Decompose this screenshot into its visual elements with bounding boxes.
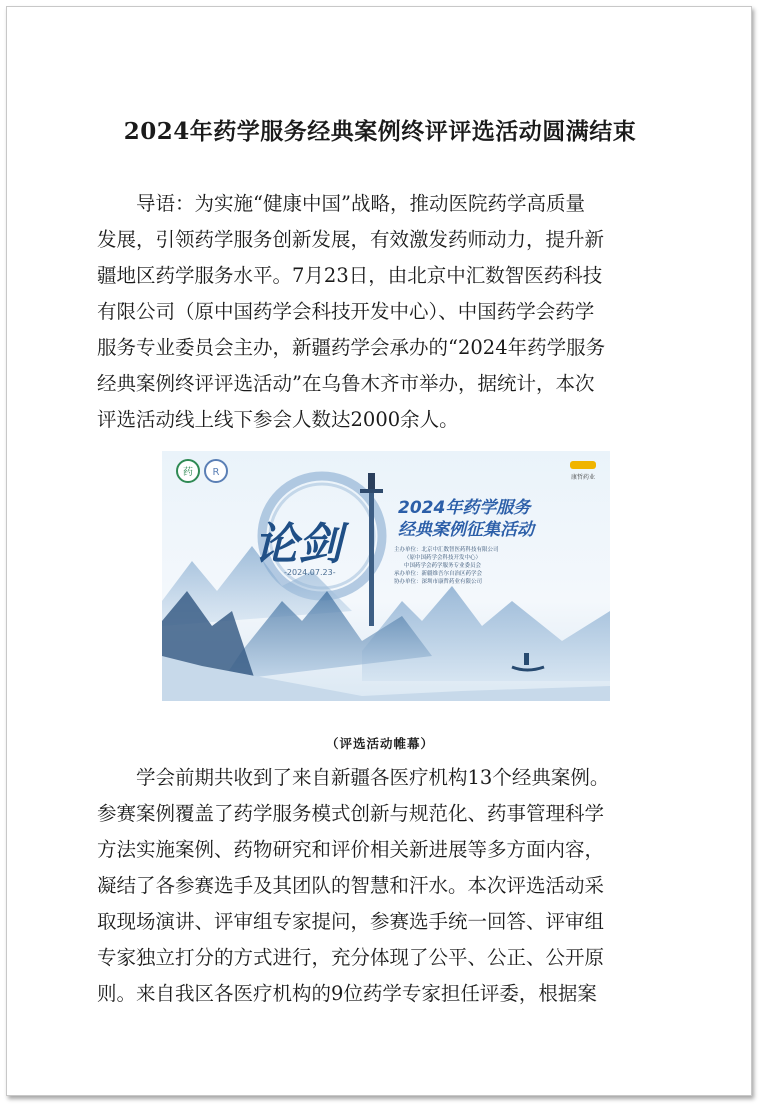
banner-sponsor-line: 主办单位：北京中汇数智医药科技有限公司 — [394, 547, 499, 553]
body-line: 取现场演讲、评审组专家提问，参赛选手统一回答、评审组 — [97, 910, 605, 933]
intro-line: 经典案例终评评选活动”在乌鲁木齐市举办，据统计，本次 — [97, 372, 595, 395]
intro-line: 服务专业委员会主办，新疆药学会承办的“2024年药学服务 — [97, 336, 606, 359]
banner-calligraphy: 论剑 — [254, 519, 342, 570]
banner-headline-line1: 2024年药学服务 — [398, 498, 531, 518]
svg-text:药: 药 — [183, 467, 193, 478]
banner-date: -2024.07.23- — [284, 568, 336, 577]
intro-line: 有限公司（原中国药学会科技开发中心）、中国药学会药学 — [97, 300, 595, 323]
banner-sponsor-line: 中国药学会药学服务专业委员会 — [404, 563, 482, 569]
image-caption: （评选活动帷幕） — [325, 736, 434, 751]
body-line: 学会前期共收到了来自新疆各医疗机构13个经典案例。 — [136, 766, 610, 789]
body-line: 则。来自我区各医疗机构的9位药学专家担任评委，根据案 — [97, 982, 597, 1005]
intro-line: 评选活动线上线下参会人数达2000余人。 — [97, 408, 459, 431]
intro-line: 导语：为实施“健康中国”战略，推动医院药学高质量 — [136, 192, 585, 215]
banner-headline-line2: 经典案例征集活动 — [398, 520, 534, 540]
body-paragraph — [97, 760, 669, 1012]
body-line: 参赛案例覆盖了药学服务模式创新与规范化、药事管理科学 — [97, 802, 605, 825]
article-title: 2024年药学服务经典案例终评评选活动圆满结束 — [123, 118, 637, 145]
banner-sponsor-line: 承办单位：新疆维吾尔自治区药学会 — [394, 571, 483, 577]
body-line: 专家独立打分的方式进行，充分体现了公平、公正、公开原 — [97, 946, 605, 969]
event-banner-image — [162, 451, 610, 701]
banner-sponsor-line: （原中国药学会科技开发中心） — [404, 555, 482, 561]
body-line: 方法实施案例、药物研究和评价相关新进展等多方面内容， — [97, 838, 605, 861]
intro-paragraph — [97, 186, 669, 438]
svg-text:R: R — [212, 467, 220, 478]
body-line: 凝结了各参赛选手及其团队的智慧和汗水。本次评选活动采 — [97, 874, 605, 897]
banner-sponsor-line: 协办单位：深圳市康哲药业有限公司 — [394, 579, 483, 585]
banner-corner-logo-text: 康哲药业 — [570, 474, 596, 481]
intro-line: 疆地区药学服务水平。7月23日，由北京中汇数智医药科技 — [97, 264, 603, 287]
intro-line: 发展，引领药学服务创新发展，有效激发药师动力，提升新 — [97, 228, 605, 251]
